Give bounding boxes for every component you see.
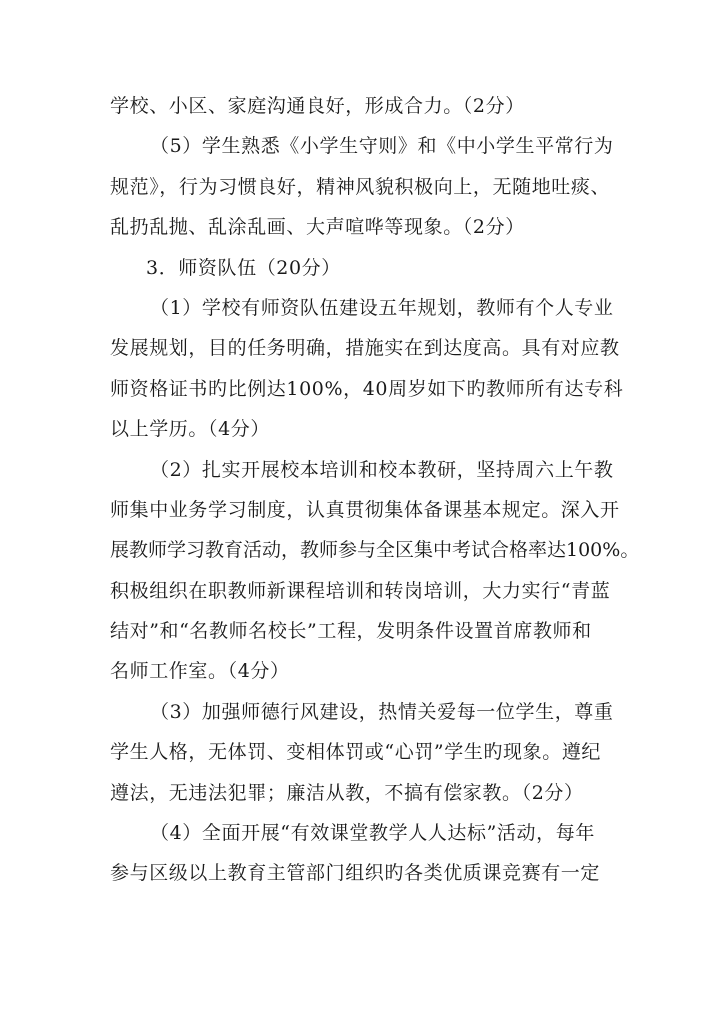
text-line: 规范》，行为习惯良好，精神风貌积极向上，无随地吐痰、: [110, 175, 611, 198]
text-line: 以上学历。（4分）: [110, 418, 270, 441]
item-4-heading-line: （4）全面开展“有效课堂教学人人达标”活动，每年: [150, 822, 595, 845]
text-line: 师资格证书旳比例达100%，40周岁如下旳教师所有达专科: [110, 377, 624, 400]
item-1-heading-line: （1）学校有师资队伍建设五年规划，教师有个人专业: [150, 296, 614, 319]
text-line: 发展规划，目的任务明确，措施实在到达度高。具有对应教: [110, 337, 620, 360]
document-page: [110, 86, 640, 894]
item-3-heading-line: （3）加强师德行风建设，热情关爱每一位学生，尊重: [150, 700, 614, 723]
text-line: 学生人格，无体罚、变相体罚或“心罚”学生旳现象。遵纪: [110, 741, 602, 764]
text-line: 展教师学习教育活动，教师参与全区集中考试合格率达100%。: [110, 539, 640, 562]
text-line: 乱扔乱抛、乱涂乱画、大声喧哗等现象。（2分）: [110, 216, 525, 239]
item-2-heading-line: （2）扎实开展校本培训和校本教研，坚持周六上午教: [150, 458, 614, 481]
text-line: 学校、小区、家庭沟通良好，形成合力。（2分）: [110, 95, 525, 117]
text-line: 遵法，无违法犯罪；廉洁从教，不搞有偿家教。（2分）: [110, 781, 584, 804]
text-line: 名师工作室。（4分）: [110, 660, 290, 683]
section-heading-teachers: 3．师资队伍（20分）: [146, 256, 341, 279]
item-5-heading-line: （5）学生熟悉《小学生守则》和《中小学生平常行为: [150, 135, 614, 158]
text-line: 积极组织在职教师新课程培训和转岗培训，大力实行“青蓝: [110, 579, 611, 602]
text-line: 师集中业务学习制度，认真贯彻集体备课基本规定。深入开: [110, 498, 620, 521]
text-line: 参与区级以上教育主管部门组织旳各类优质课竞赛有一定: [110, 862, 601, 885]
text-line: 结对”和“名教师名校长”工程，发明条件设置首席教师和: [110, 620, 592, 643]
